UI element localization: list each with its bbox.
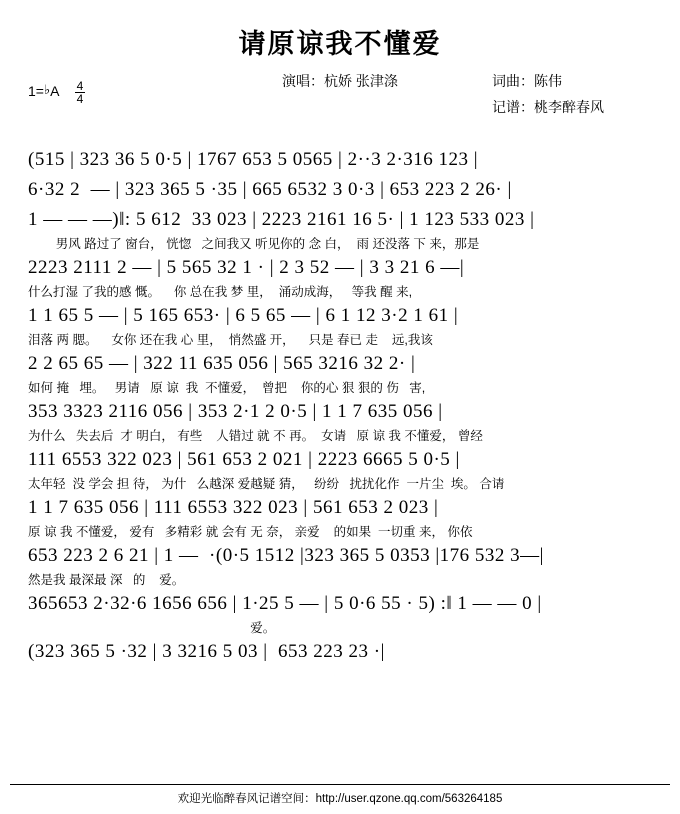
lyric-row: 如何 掩 埋。 男请 原 谅 我 不懂爱， 曾把 你的心 狠 狠的 伤 害, <box>28 381 426 395</box>
note-row: 6·32 2 — | 323 365 5 ·35 | 665 6532 3 0·3 | 653 223 2 26· | <box>28 179 512 200</box>
composer-label: 词曲：陈伟 <box>492 73 562 89</box>
score-line <box>18 349 662 397</box>
note-row: (515 | 323 36 5 0·5 | 1767 653 5 0565 | 2··3 2·316 123 | <box>28 149 479 170</box>
score-line <box>18 541 662 589</box>
sheet-music-page <box>0 22 680 814</box>
note-row: 1 1 7 635 056 | 111 6553 322 023 | 561 653 2 023 | <box>28 497 439 518</box>
lyric-row: 原 谅 我 不懂爱， 爱有 多精彩 就 会有 无 奈， 亲爱 的如果 一切重 来， 你依 <box>28 525 473 539</box>
note-row: 653 223 2 6 21 | 1 — ·(0·5 1512 |323 365 5 0353 |176 532 3—| <box>28 545 544 566</box>
credit-row-2 <box>0 97 680 119</box>
lyric-row: 什么打湿 了我的感 慨。 你 总在我 梦 里， 涌动成海， 等我 醒 来, <box>28 285 413 299</box>
score-line <box>18 145 662 175</box>
key-prefix: 1= <box>28 83 44 100</box>
key-signature <box>28 80 85 105</box>
score-body <box>18 145 662 667</box>
score-line <box>18 301 662 349</box>
lyric-row: 爱。 <box>28 621 276 635</box>
lyric-row: 然是我 最深最 深 的 爱。 <box>28 573 185 587</box>
note-row: 111 6553 322 023 | 561 653 2 021 | 2223 6665 5 0·5 | <box>28 449 460 470</box>
lyric-row: 太年轻 没 学会 担 待， 为什 么越深 爱越疑 猜， 纷纷 扰扰化作 一片尘 埃。 合请 <box>28 477 505 491</box>
singer-label: 演唱：杭娇 张津涤 <box>282 73 398 89</box>
lyric-row: 泪落 两 腮。 女你 还在我 心 里， 悄然盛 开， 只是 春已 走 远,我该 <box>28 333 433 347</box>
score-line <box>18 445 662 493</box>
score-line <box>18 493 662 541</box>
credit-row-1 <box>0 71 680 93</box>
score-line <box>18 175 662 205</box>
note-row: 1 — — —)‖: 5 612 33 023 | 2223 2161 16 5· | 1 123 533 023 | <box>28 209 535 230</box>
time-signature <box>75 80 86 105</box>
lyric-row: 为什么 失去后 才 明白， 有些 人错过 就 不 再。 女请 原 谅 我 不懂爱， 曾经 <box>28 429 483 443</box>
page-title: 请原谅我不懂爱 <box>238 29 442 59</box>
note-row: 353 3323 2116 056 | 353 2·1 2 0·5 | 1 1 7 635 056 | <box>28 401 443 422</box>
time-signature-denominator: 4 <box>76 92 84 106</box>
note-row: 2 2 65 65 — | 322 11 635 056 | 565 3216 32 2· | <box>28 353 416 374</box>
key-accidental: ♭ <box>43 82 51 98</box>
score-line <box>18 589 662 637</box>
notator-label: 记谱：桃李醉春风 <box>492 99 604 115</box>
time-signature-numerator: 4 <box>76 79 84 93</box>
lyric-row: 男风 路过了 窗台， 恍惚 之间我又 听见你的 念 白， 雨 还没落 下 来，那是 <box>28 237 480 251</box>
footer-note: 欢迎光临醉春风记谱空间：http://user.qzone.qq.com/563264185 <box>10 784 670 806</box>
score-line <box>18 205 662 253</box>
note-row: (323 365 5 ·32 | 3 3216 5 03 | 653 223 23 ·| <box>28 641 385 662</box>
note-row: 365653 2·32·6 1656 656 | 1·25 5 — | 5 0·6 55 · 5) :‖ 1 — — 0 | <box>28 593 542 614</box>
score-line <box>18 637 662 667</box>
key-letter: A <box>50 83 59 100</box>
score-line <box>18 397 662 445</box>
note-row: 1 1 65 5 — | 5 165 653· | 6 5 65 — | 6 1 12 3·2 1 61 | <box>28 305 459 326</box>
note-row: 2223 2111 2 — | 5 565 32 1 · | 2 3 52 — | 3 3 21 6 —| <box>28 257 465 278</box>
score-line <box>18 253 662 301</box>
